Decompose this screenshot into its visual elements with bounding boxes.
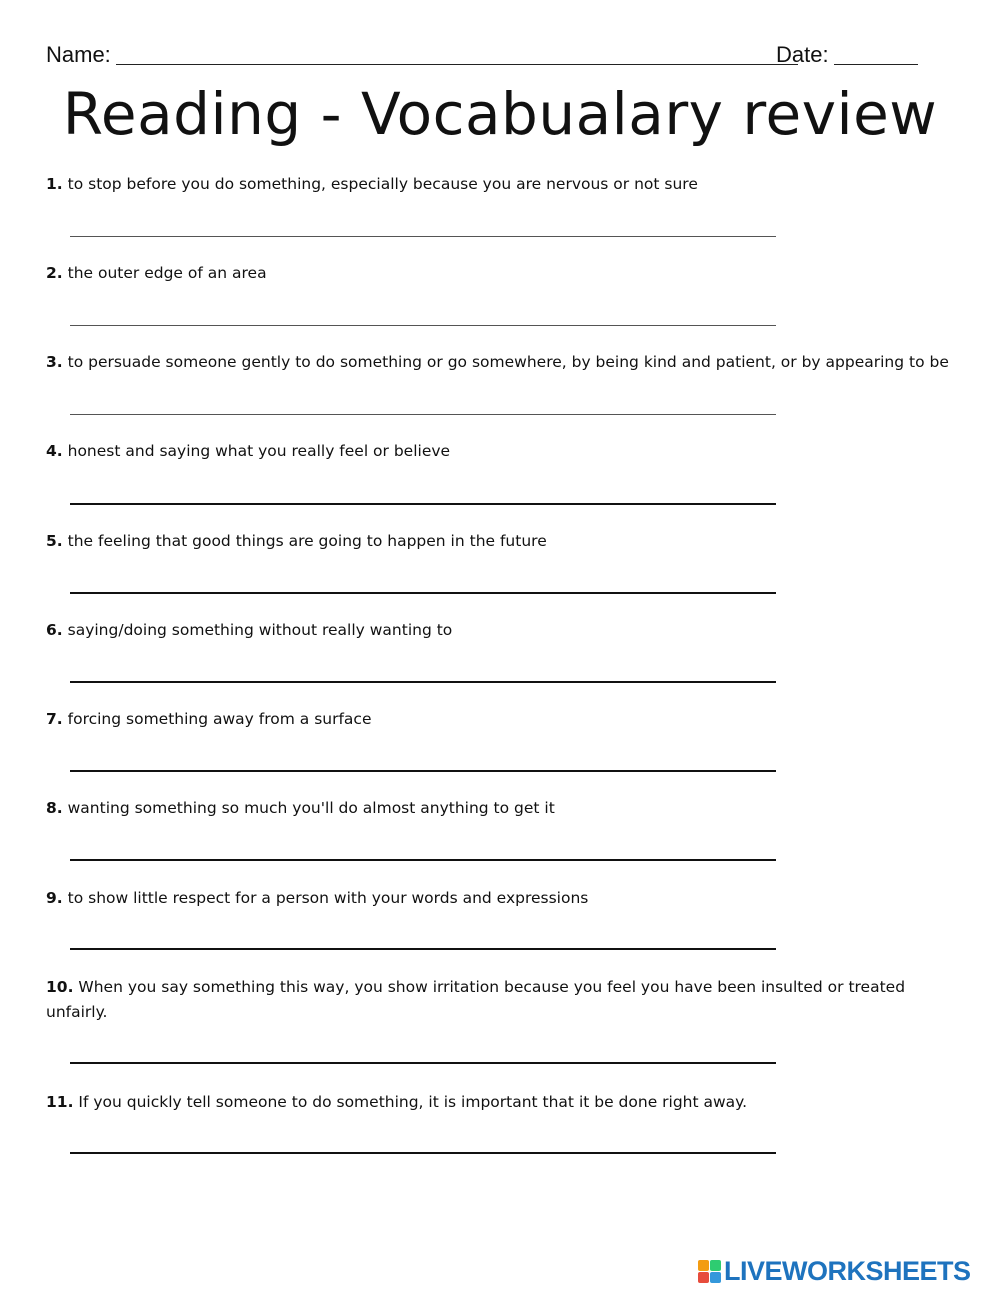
question-text: honest and saying what you really feel or believe: [67, 442, 451, 460]
question-text: forcing something away from a surface: [67, 710, 372, 728]
question-3: [46, 350, 949, 375]
question-4: [46, 439, 946, 464]
answer-input-2[interactable]: [70, 299, 776, 326]
question-text: to stop before you do something, especially because you are nervous or not sure: [67, 175, 698, 193]
question-text: to show little respect for a person with your words and expressions: [67, 889, 589, 907]
liveworksheets-logo: [698, 1257, 971, 1285]
question-text: If you quickly tell someone to do something, it is important that it be done right away.: [78, 1093, 748, 1111]
question-text: saying/doing something without really wanting to: [67, 621, 453, 639]
question-10: [46, 975, 916, 1025]
name-line: [116, 64, 798, 65]
question-1: [46, 172, 946, 197]
question-6: [46, 618, 946, 643]
logo-block: [710, 1272, 721, 1283]
question-number: 7.: [46, 710, 63, 728]
logo-block: [698, 1272, 709, 1283]
question-2: [46, 261, 946, 286]
question-number: 4.: [46, 442, 63, 460]
logo-text: LIVEWORKSHEETS: [724, 1255, 971, 1286]
date-label: Date:: [776, 42, 829, 67]
question-8: [46, 796, 946, 821]
logo-block: [698, 1260, 709, 1271]
question-number: 2.: [46, 264, 63, 282]
date-line: [834, 64, 918, 65]
answer-input-9[interactable]: [70, 922, 776, 950]
page-title: Reading - Vocabualary review: [62, 80, 938, 148]
logo-block: [710, 1260, 721, 1271]
answer-input-10[interactable]: [70, 1036, 776, 1064]
logo-blocks-icon: [698, 1260, 721, 1283]
question-number: 9.: [46, 889, 63, 907]
question-9: [46, 886, 946, 911]
question-7: [46, 707, 946, 732]
question-text: When you say something this way, you show irritation because you feel you have been insulted or treated unfairly.: [46, 978, 906, 1021]
question-5: [46, 529, 946, 554]
question-number: 11.: [46, 1093, 74, 1111]
answer-input-8[interactable]: [70, 833, 776, 861]
answer-input-1[interactable]: [70, 210, 776, 237]
answer-input-3[interactable]: [70, 388, 776, 415]
answer-input-5[interactable]: [70, 566, 776, 594]
question-text: the feeling that good things are going to happen in the future: [67, 532, 547, 550]
question-number: 3.: [46, 353, 63, 371]
answer-input-7[interactable]: [70, 744, 776, 772]
question-text: wanting something so much you'll do almost anything to get it: [67, 799, 555, 817]
question-text: the outer edge of an area: [67, 264, 267, 282]
question-number: 1.: [46, 175, 63, 193]
question-number: 5.: [46, 532, 63, 550]
answer-input-4[interactable]: [70, 477, 776, 505]
question-number: 6.: [46, 621, 63, 639]
question-text: to persuade someone gently to do something or go somewhere, by being kind and patient, or by appearing to be: [67, 353, 949, 371]
question-number: 10.: [46, 978, 74, 996]
header-row: [46, 42, 926, 72]
question-number: 8.: [46, 799, 63, 817]
answer-input-11[interactable]: [70, 1126, 776, 1154]
name-label: Name:: [46, 42, 111, 67]
answer-input-6[interactable]: [70, 655, 776, 683]
question-11: [46, 1090, 946, 1115]
